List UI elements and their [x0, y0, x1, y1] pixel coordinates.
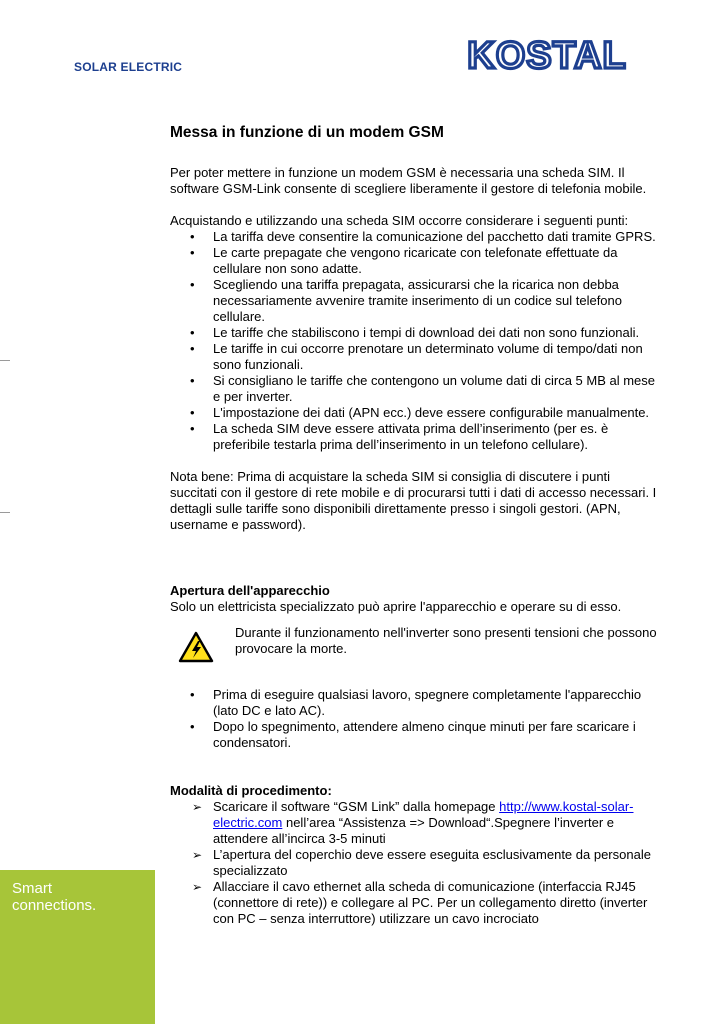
badge-line-2: connections. — [12, 897, 97, 914]
bullet-icon: • — [190, 325, 195, 340]
arrow-bullet-icon: ➢ — [192, 800, 203, 814]
opening-heading: Apertura dell'apparecchio — [170, 583, 330, 598]
points-intro: Acquistando e utilizzando una scheda SIM occorre considerare i seguenti punti: — [170, 213, 629, 228]
bullet-icon: • — [190, 277, 195, 292]
bullet-icon: • — [190, 245, 195, 260]
fold-mark-middle — [0, 512, 10, 513]
bullet-icon: • — [190, 229, 195, 244]
procedure-heading: Modalità di procedimento: — [170, 783, 332, 798]
arrow-bullet-icon: ➢ — [192, 880, 203, 894]
document-body — [170, 118, 660, 927]
high-voltage-warning-icon — [178, 631, 214, 663]
kostal-logo-text: KOSTAL — [467, 36, 627, 74]
bullet-icon: • — [190, 687, 195, 702]
fold-mark-top — [0, 360, 10, 361]
list-item: • Le tariffe che stabiliscono i tempi di download dei dati non sono funzionali. — [190, 325, 640, 340]
list-item: • Si consigliano le tariffe che contengono un volume dati di circa 5 MB al mese e per inverter. — [190, 373, 656, 404]
list-item: • Le carte prepagate che vengono ricaricate con telefonate effettuate da cellulare non sono adatte. — [190, 245, 618, 276]
list-item: • L'impostazione dei dati (APN ecc.) deve essere configurabile manualmente. — [190, 405, 650, 420]
arrow-bullet-icon: ➢ — [192, 848, 203, 862]
bullet-icon: • — [190, 405, 195, 420]
bullet-icon: • — [190, 373, 195, 388]
kostal-logo — [462, 36, 632, 74]
voltage-warning — [170, 625, 660, 669]
brand-label: SOLAR ELECTRIC — [74, 60, 183, 74]
list-item: • Le tariffe in cui occorre prenotare un determinato volume di tempo/dati non sono funzionali. — [190, 341, 643, 372]
list-item: • La scheda SIM deve essere attivata prima dell’inserimento (per es. è preferibile testarla prima dell’inserimento in un telefono cellulare). — [190, 421, 609, 452]
bullet-icon: • — [190, 719, 195, 734]
list-item: ➢ Scaricare il software “GSM Link” dalla homepage http://www.kostal-solar-electric.com nell’area “Assistenza => Download“.Spegnere l’inverter e attendere all’incirca 3-5 minuti — [192, 799, 634, 846]
list-item: • La tariffa deve consentire la comunicazione del pacchetto dati tramite GPRS. — [190, 229, 656, 244]
list-item: ➢ L’apertura del coperchio deve essere eseguita esclusivamente da personale specializzato — [192, 847, 651, 878]
list-item: • Dopo lo spegnimento, attendere almeno cinque minuti per fare scaricare i condensatori. — [190, 719, 636, 750]
warning-text: Durante il funzionamento nell'inverter sono presenti tensioni che possono provocare la morte. — [235, 625, 657, 656]
procedure-list — [170, 799, 660, 927]
list-item: • Scegliendo una tariffa prepagata, assicurarsi che la ricarica non debba necessariamente avvenire tramite inserimento di un codice sul telefono cellulare. — [190, 277, 622, 324]
badge-line-1: Smart — [12, 880, 53, 897]
note-paragraph: Nota bene: Prima di acquistare la scheda SIM si consiglia di discutere i punti succitati con il gestore di rete mobile e di procurarsi tutti i dati di accesso necessari. I dettagli sulle tariffe sono disponibili direttamente presso i singoli gestori. (APN, username e password). — [170, 469, 657, 532]
list-item: • Prima di eseguire qualsiasi lavoro, spegnere completamente l'apparecchio (lato DC e lato AC). — [190, 687, 642, 718]
bullet-icon: • — [190, 341, 195, 356]
sim-requirements-list — [170, 229, 660, 453]
safety-steps-list — [170, 687, 660, 751]
list-item: ➢ Allacciare il cavo ethernet alla scheda di comunicazione (interfaccia RJ45 (connettore di rete)) e collegare al PC. Per un collegamento diretto (inverter con PC – senza interruttore) utilizzare un cavo incrociato — [192, 879, 648, 926]
smart-connections-badge — [0, 870, 155, 1024]
page-title: Messa in funzione di un modem GSM — [170, 124, 444, 141]
download-link[interactable]: http://www.kostal-solar-electric.com — [213, 799, 634, 830]
intro-paragraph: Per poter mettere in funzione un modem GSM è necessaria una scheda SIM. Il software GSM-Link consente di scegliere liberamente il gestore di telefonia mobile. — [170, 165, 647, 196]
bullet-icon: • — [190, 421, 195, 436]
opening-text: Solo un elettricista specializzato può aprire l'apparecchio e operare su di esso. — [170, 599, 622, 614]
